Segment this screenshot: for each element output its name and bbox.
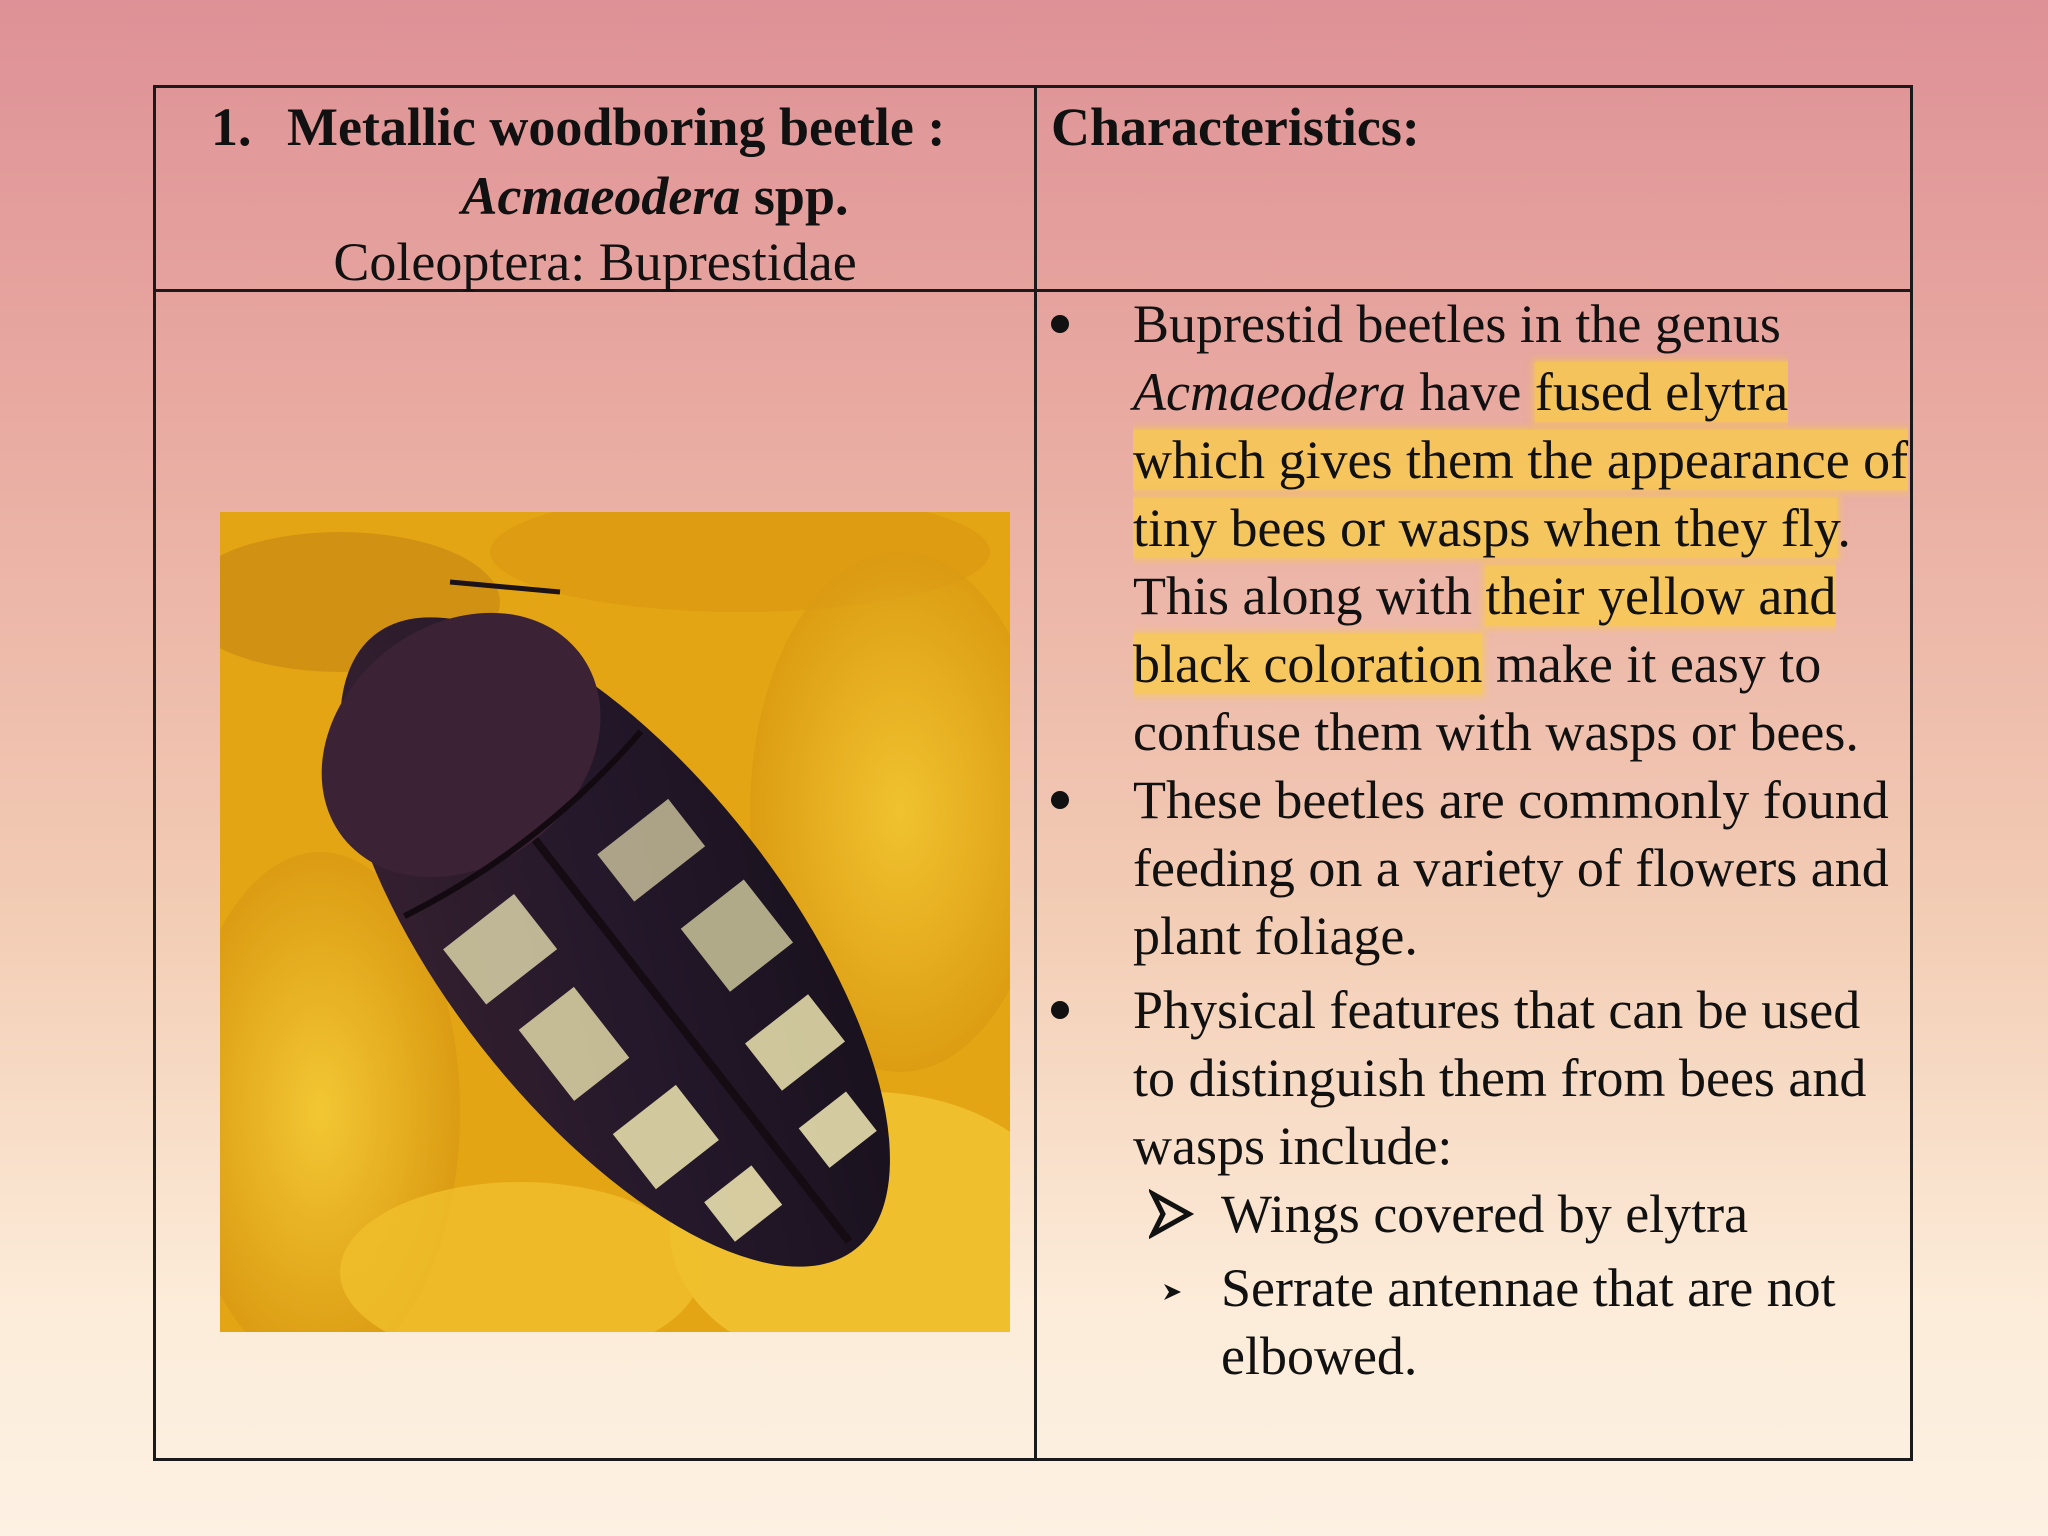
b1-highlight-1: fused elytra which gives them the appearance of tiny bees or wasps when they fly	[1133, 362, 1909, 558]
bullet-icon	[1051, 791, 1069, 809]
sub1-text: Wings covered by elytra	[1221, 1184, 1749, 1244]
species-title-cell	[156, 88, 1034, 292]
beetle-illustration	[220, 512, 1010, 1332]
genus-name: Acmaeodera	[461, 166, 741, 226]
bullet-icon	[1051, 1001, 1069, 1019]
common-name-text: Metallic woodboring beetle :	[287, 97, 946, 157]
sub2-text: Serrate antennae that are not elbowed.	[1221, 1258, 1836, 1386]
b1-text-4: make it easy to confuse them with wasps or bees.	[1133, 634, 1859, 762]
species-common-name	[211, 93, 945, 161]
sub-list-item	[1041, 1254, 1911, 1390]
b1-text-1: Buprestid beetles in the genus	[1133, 294, 1795, 354]
characteristics-heading: Characteristics:	[1051, 97, 1420, 157]
list-item	[1041, 976, 1911, 1180]
arrowhead-icon	[1149, 1182, 1197, 1246]
list-number: 1.	[211, 97, 252, 157]
list-item	[1041, 766, 1911, 970]
b1-genus: Acmaeodera	[1133, 362, 1406, 422]
arrowhead-small-icon	[1161, 1278, 1185, 1306]
b1-text-3: . This along with	[1133, 498, 1864, 626]
b3-text: Physical features that can be used to distinguish them from bees and wasps include:	[1133, 980, 1867, 1176]
bullet-icon	[1051, 315, 1069, 333]
column-divider	[1034, 88, 1037, 1458]
list-item	[1041, 290, 1911, 766]
order-family: Coleoptera: Buprestidae	[333, 232, 857, 292]
species-scientific-name	[156, 162, 1034, 230]
species-table	[153, 85, 1913, 1461]
b1-text-2: have	[1405, 362, 1535, 422]
characteristics-list	[1041, 290, 1911, 1390]
beetle-photo	[220, 512, 1010, 1332]
spp-label: spp.	[740, 166, 849, 226]
b2-text: These beetles are commonly found feeding on a variety of flowers and plant foliage.	[1133, 770, 1889, 966]
b1-highlight-2: their yellow and black coloration	[1133, 566, 1837, 694]
sub-list-item	[1041, 1180, 1911, 1248]
